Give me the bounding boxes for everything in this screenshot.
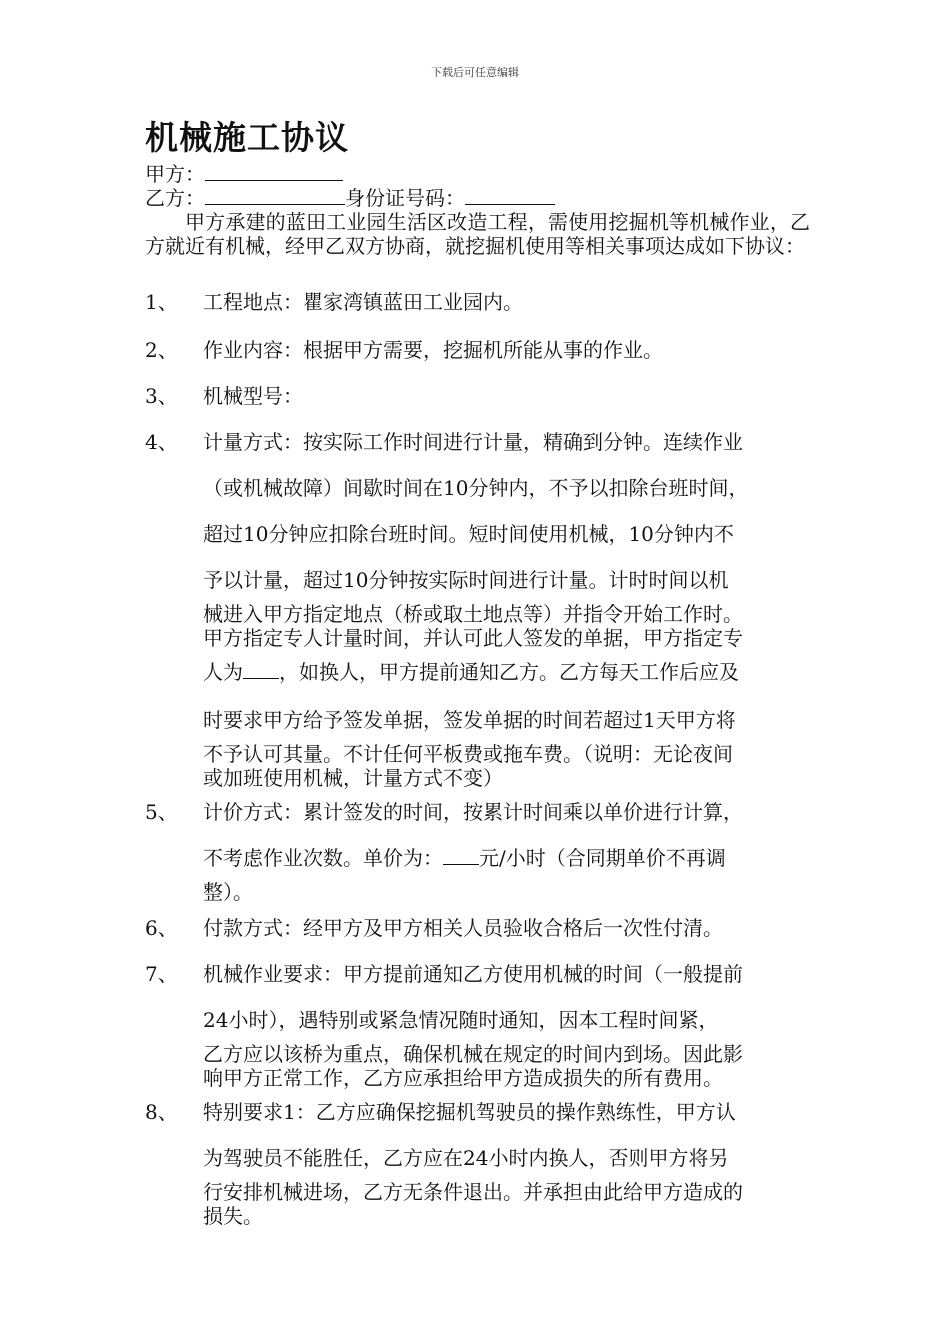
clause-line: 乙方应以该桥为重点，确保机械在规定的时间内到场。因此影 <box>203 1042 743 1066</box>
clause-number: 6、 <box>145 916 178 940</box>
clause-line: 24小时），遇特别或紧急情况随时通知，因本工程时间紧， <box>203 1008 719 1032</box>
clause-text: 不考虑作业次数。单价为： <box>203 846 443 870</box>
clause-number: 7、 <box>145 962 178 986</box>
clause-number: 4、 <box>145 430 178 454</box>
clause-line: 超过10分钟应扣除台班时间。短时间使用机械，10分钟内不 <box>203 522 734 546</box>
clause-line: 甲方指定专人计量时间，并认可此人签发的单据，甲方指定专 <box>203 626 743 650</box>
page-header: 下载后可任意编辑 <box>431 66 519 79</box>
intro-paragraph: 甲方承建的蓝田工业园生活区改造工程，需使用挖掘机等机械作业，乙方就近有机械，经甲乙双方协商，就挖掘机使用等相关事项达成如下协议： <box>145 210 810 258</box>
clause-line <box>203 660 813 684</box>
clause-line: 机械型号： <box>203 384 303 408</box>
party-b-blank <box>205 186 345 205</box>
clause-number: 5、 <box>145 800 178 824</box>
clause-line: 付款方式：经甲方及甲方相关人员验收合格后一次性付清。 <box>203 916 723 940</box>
clause-line: 特别要求1：乙方应确保挖掘机驾驶员的操作熟练性，甲方认 <box>203 1100 736 1124</box>
party-a-line <box>145 162 343 186</box>
id-label: 身份证号码： <box>345 186 465 210</box>
clause-line: 整）。 <box>203 880 253 904</box>
clause-line: 机械作业要求：甲方提前通知乙方使用机械的时间（一般提前 <box>203 962 743 986</box>
party-a-label: 甲方： <box>145 162 205 186</box>
clause-line: （或机械故障）间歇时间在10分钟内，不予以扣除台班时间， <box>203 476 749 500</box>
clause-line: 计价方式：累计签发的时间，按累计时间乘以单价进行计算， <box>203 800 743 824</box>
clause-line <box>203 846 813 870</box>
party-b-line <box>145 186 555 210</box>
id-blank <box>465 186 555 205</box>
clause-line: 作业内容：根据甲方需要，挖掘机所能从事的作业。 <box>203 338 663 362</box>
clause-line: 损失。 <box>203 1204 263 1228</box>
fill-blank <box>443 846 479 865</box>
clause-text: ，如换人，甲方提前通知乙方。乙方每天工作后应及 <box>279 660 739 684</box>
clause-text: 人为 <box>203 660 243 684</box>
clause-line: 为驾驶员不能胜任，乙方应在24小时内换人，否则甲方将另 <box>203 1146 729 1170</box>
clause-line: 不予认可其量。不计任何平板费或拖车费。（说明：无论夜间 <box>203 742 733 766</box>
clause-number: 8、 <box>145 1100 178 1124</box>
clause-number: 1、 <box>145 290 178 314</box>
clause-line: 响甲方正常工作，乙方应承担给甲方造成损失的所有费用。 <box>203 1066 723 1090</box>
fill-blank <box>243 660 279 679</box>
clause-line: 或加班使用机械，计量方式不变） <box>203 766 503 790</box>
clause-line: 工程地点：瞿家湾镇蓝田工业园内。 <box>203 290 523 314</box>
document-title: 机械施工协议 <box>145 118 349 157</box>
clause-line: 予以计量，超过10分钟按实际时间进行计量。计时时间以机 <box>203 568 729 592</box>
clause-number: 3、 <box>145 384 178 408</box>
clause-line: 计量方式：按实际工作时间进行计量，精确到分钟。连续作业 <box>203 430 743 454</box>
party-b-label: 乙方： <box>145 186 205 210</box>
party-a-blank <box>205 162 343 181</box>
clause-number: 2、 <box>145 338 178 362</box>
clause-text: 元/小时（合同期单价不再调 <box>479 846 726 870</box>
clause-line: 械进入甲方指定地点（桥或取土地点等）并指令开始工作时。 <box>203 602 743 626</box>
clause-line: 行安排机械进场，乙方无条件退出。并承担由此给甲方造成的 <box>203 1180 743 1204</box>
clause-line: 时要求甲方给予签发单据，签发单据的时间若超过1天甲方将 <box>203 708 736 732</box>
